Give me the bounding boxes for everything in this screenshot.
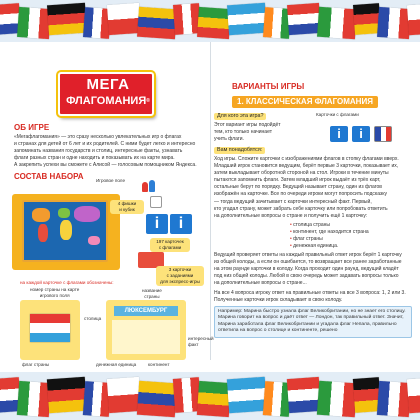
bullets-line: • столица страны [290, 222, 369, 229]
set-title: СОСТАВ НАБОРА [14, 172, 84, 181]
label-funfact: интересный факт [188, 336, 214, 347]
field-label: Игровое поле [96, 178, 126, 183]
variants-title: ВАРИАНТЫ ИГРЫ [232, 82, 305, 91]
border-flag [107, 3, 141, 35]
border-flag [137, 7, 177, 40]
border-flag [407, 3, 420, 36]
border-flag [287, 377, 321, 413]
moveText3-line: На все 4 вопроса игроку ответ на правильные ответы на все 3 вопроса: 1, 2 или 3. [214, 290, 406, 296]
for-whom-text [214, 122, 304, 143]
moveText3-line: Полученные карточки игрок складывает в свою колоду. [214, 297, 343, 304]
cards-label: Карточки с флагами [316, 112, 359, 117]
border-flag [377, 381, 411, 417]
chips-callout: 4 фишки и кубик [110, 200, 144, 214]
card-flag-side [20, 300, 80, 360]
bullets-line: • континент, где находится страна [290, 229, 369, 236]
aboutText-line: флаги разных стран и одне находить и показывать их на карте мира. [14, 155, 175, 162]
aboutText-line: и странах для детей от 6 лет и их родителей. С ними будет легко и интересно [14, 141, 196, 148]
forWhom-line: Этот вариант игры подойдёт [214, 122, 281, 128]
moveText-line: пытаются запомнить флаги. Затем младший игрок выдаёт из трёх карт, [214, 177, 381, 184]
cards-3-callout: 3 карточки с заданиями для экспресс-игры [156, 266, 204, 286]
world-map [22, 200, 108, 262]
game-chip-icon [140, 176, 158, 194]
aboutText-line: А закрепить успехи вы сможете с Алисой — голосовым помощником Яндекса. [14, 162, 197, 169]
moveText2-line: из общей колоды, а если он ошибается, то возвращает все ранее заработанные [214, 259, 402, 266]
move-text-3 [214, 290, 414, 304]
moveText-line: остальные берут по порядку. Ведущий называет страну, один из флагов [214, 184, 382, 191]
card-info-side [106, 300, 186, 360]
moveText-line: изображён на карточке. Все по очереди игроки могут попросить подсказку [214, 191, 387, 198]
example-note: Например: Марина быстро узнала флаг Великобритании, но не знает его столицу. Марина говорит на вопрос и даёт ответ — Лондон, так правильный ответ. Значит, Марина заработала флаг Великобритании и угадала флаг Непала, правильно ответила на вопрос о столице и континенте, решено [214, 306, 412, 338]
moveText2-line: Ведущий проверяет ответы на каждый правильный ответ игрок берёт 1 карточку [214, 252, 402, 258]
border-flag [317, 381, 357, 418]
bullets-line: • флаг страны [290, 236, 369, 243]
label-currency: денежная единица [96, 362, 137, 367]
moveText2-line: под низ общей колоды. Любой в свою очередь может задавать вопросы только [214, 273, 399, 280]
dice-icon [150, 196, 162, 208]
bottom-flag-border [0, 372, 420, 420]
logo-line-1: МЕГА [86, 76, 130, 93]
border-flag [47, 3, 87, 36]
label-capital: столица [84, 316, 102, 321]
cards-icon-2: i [352, 126, 370, 142]
border-flag [287, 3, 321, 35]
forWhom-line: тем, кто только начинает [214, 129, 272, 136]
about-text [14, 134, 200, 169]
cards-icon-1: i [330, 126, 348, 142]
move-text-2 [214, 252, 414, 287]
moveText2-line: на этом раунде карточки в колоду. Когда проходит один раунд, ведущий кладёт [214, 266, 399, 273]
moveText-line: кто угадал страну, может забрать себе карточку или попробовать ответить [214, 205, 388, 212]
bullets-line: • денежная единица. [290, 243, 369, 250]
top-flag-border [0, 0, 420, 42]
about-title: ОБ ИГРЕ [14, 123, 50, 132]
border-flag [47, 377, 87, 414]
border-flag [197, 381, 231, 417]
moveText-line: затем выкладывает оборотной стороной на стол. Игроки в течение минуты [214, 170, 389, 177]
border-flag [197, 7, 231, 39]
label-number: номер страны на карте игрового поля [30, 287, 80, 298]
classic-title: 1. КЛАССИЧЕСКАЯ ФЛАГОМАНИЯ [232, 96, 378, 108]
border-flag [17, 381, 51, 417]
cards-197-callout: 197 карточек с флагами [150, 238, 190, 252]
moveText-line: на дополнительные вопросы о стране и получить ещё 1 карточку: [214, 212, 368, 219]
border-flag [377, 7, 411, 39]
needs-label: Вам понадобятся: [214, 147, 265, 154]
border-flag [227, 377, 267, 414]
bullets [290, 222, 369, 250]
cards-icon-flag [374, 126, 392, 142]
flag-card-stack-icon-2: i [170, 214, 192, 234]
for-whom-label: Для кого эта игра? [214, 113, 266, 120]
aboutText-line: запоминать названия государств и столиц, интересные факты, узнавать [14, 148, 183, 155]
moveText2-line: на дополнительные вопросы о стране... [214, 280, 307, 287]
card-country-name: ЛЮКСЕМБУРГ [114, 306, 178, 316]
border-flag [137, 381, 177, 418]
game-logo [58, 72, 154, 116]
label-country: название страны [142, 288, 162, 299]
flag-card-stack-icon: i [146, 214, 168, 234]
label-continent: континент [148, 362, 170, 367]
border-flag [227, 3, 267, 36]
label-flag: флаг страны [22, 362, 50, 367]
border-flag [407, 377, 420, 414]
border-flag [317, 7, 357, 40]
moveText-line: Ход игры. Сложите карточки с изображениями флагов в стопку флагами вверх. [214, 156, 399, 162]
border-flag [17, 7, 51, 39]
move-text [214, 156, 414, 220]
moveText-line: Младший игрок становится ведущим, берёт первые 3 карточки, показывает их, [214, 163, 399, 170]
aboutText-line: «Мегафлагомания» — это сразу несколько увлекательных игр о флагах [14, 134, 182, 140]
card-caption: на каждой карточке с флагами обозначены: [20, 280, 114, 285]
moveText-line: — тогда ведущий зачитывает с карточки интересный факт. Первый, [214, 198, 372, 205]
forWhom-line: учить флаги. [214, 136, 244, 143]
logo-line-2: ФЛАГОМАНИЯ® [66, 95, 150, 107]
border-flag [107, 377, 141, 413]
